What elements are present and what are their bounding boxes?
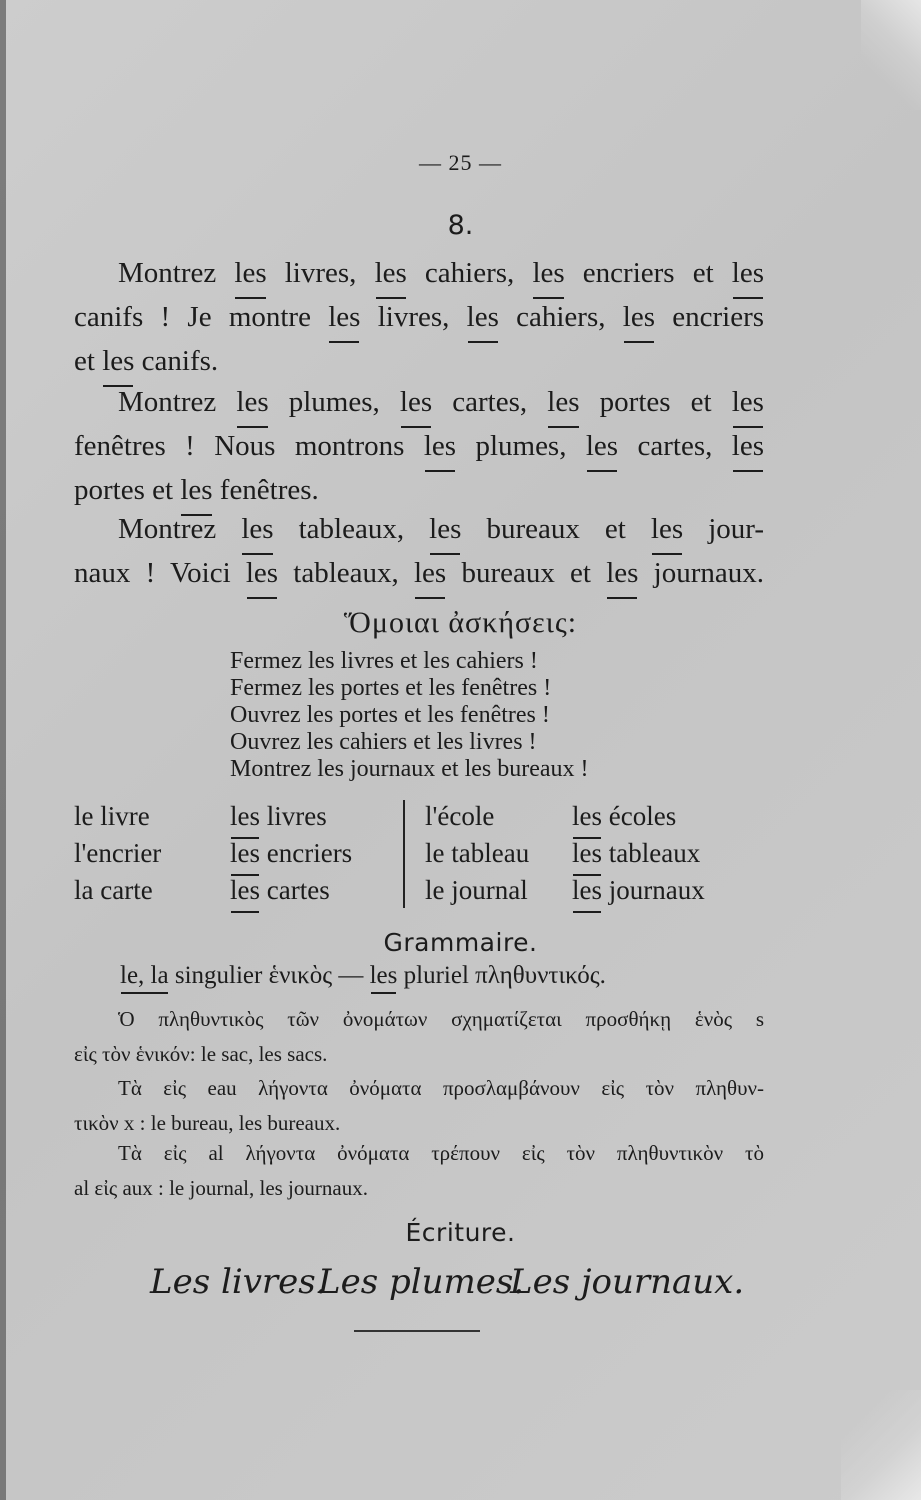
exercises-heading: Ὅμοιαι ἀσκήσεις: — [343, 606, 578, 639]
vocab-plural-col-2 — [572, 798, 705, 909]
vocab-singular-col-2 — [425, 798, 529, 909]
vocab-divider — [403, 800, 405, 908]
vocab-word: le journal — [425, 875, 528, 905]
grammar-line: εἰς τὸν ἑνικόν: le sac, les sacs. — [74, 1042, 328, 1066]
grammar-paragraph-2 — [74, 1071, 764, 1141]
grammar-line: τικὸν x : le bureau, les bureaux. — [74, 1111, 341, 1135]
vocab-word: les écoles — [572, 798, 705, 835]
exercise-line: Ouvrez les cahiers et les livres ! — [230, 729, 537, 755]
vocab-word: la carte — [74, 875, 153, 905]
grammar-line: le, la singulier ἑνικὸς — les pluriel πληθυντικός. — [120, 962, 606, 989]
vocab-word: le tableau — [425, 838, 530, 868]
script-sample: Les journaux. — [510, 1262, 745, 1302]
grammar-paragraph-3 — [74, 1136, 764, 1206]
end-rule — [354, 1330, 480, 1332]
vocab-singular-col-1 — [74, 798, 161, 909]
reading-paragraph-3 — [74, 507, 764, 595]
vocab-word: les encriers — [230, 835, 352, 872]
vocab-plural-col-1 — [230, 798, 352, 909]
grammar-heading: Grammaire. — [383, 928, 538, 957]
page-number: — 25 — — [419, 150, 502, 175]
reading-line: Montrez les plumes, les cartes, les portes et les — [74, 380, 764, 424]
reading-paragraph-2 — [74, 380, 764, 512]
writing-heading: Écriture. — [405, 1218, 516, 1247]
exercise-line: Fermez les livres et les cahiers ! — [230, 648, 538, 674]
reading-line: naux ! Voici les tableaux, les bureaux et les journaux. — [74, 551, 764, 595]
grammar-line: al εἰς aux : le journal, les journaux. — [74, 1176, 368, 1200]
grammar-line: Τὰ εἰς al λήγοντα ὀνόματα τρέπουν εἰς τὸν πληθυντικὸν τὸ — [118, 1141, 764, 1165]
reading-line: Montrez les livres, les cahiers, les encriers et les — [74, 251, 764, 295]
reading-line: fenêtres ! Nous montrons les plumes, les cartes, les — [74, 424, 764, 468]
lesson-number: 8. — [447, 210, 474, 241]
script-sample: Les plumes. — [318, 1262, 525, 1302]
reading-line: et les canifs. — [74, 339, 764, 383]
folded-corner-top — [861, 0, 921, 110]
reading-paragraph-1 — [74, 251, 764, 383]
reading-line: canifs ! Je montre les livres, les cahiers, les encriers — [74, 295, 764, 339]
exercise-line: Montrez les journaux et les bureaux ! — [230, 756, 589, 782]
vocab-word: l'encrier — [74, 838, 162, 868]
script-sample: Les livres. — [150, 1262, 327, 1302]
grammar-line: Τὰ εἰς eau λήγοντα ὀνόματα προσλαμβάνουν εἰς τὸν πληθυν- — [118, 1076, 764, 1100]
folded-corner-bottom — [841, 1390, 921, 1500]
reading-line: portes et les fenêtres. — [74, 468, 764, 512]
vocab-word: les journaux — [572, 872, 705, 909]
exercise-line: Fermez les portes et les fenêtres ! — [230, 675, 552, 701]
vocab-word: l'école — [425, 801, 495, 831]
vocab-word: les livres — [230, 798, 352, 835]
vocab-word: les tableaux — [572, 835, 705, 872]
vocab-word: le livre — [74, 801, 150, 831]
reading-line: Montrez les tableaux, les bureaux et les jour- — [74, 507, 764, 551]
exercises-list — [230, 648, 589, 783]
grammar-line: Ὁ πληθυντικὸς τῶν ὀνομάτων σχηματίζεται προσθήκῃ ἑνὸς s — [118, 1007, 764, 1031]
grammar-paragraph-1 — [74, 1002, 764, 1072]
exercise-line: Ouvrez les portes et les fenêtres ! — [230, 702, 550, 728]
vocab-word: les cartes — [230, 872, 352, 909]
